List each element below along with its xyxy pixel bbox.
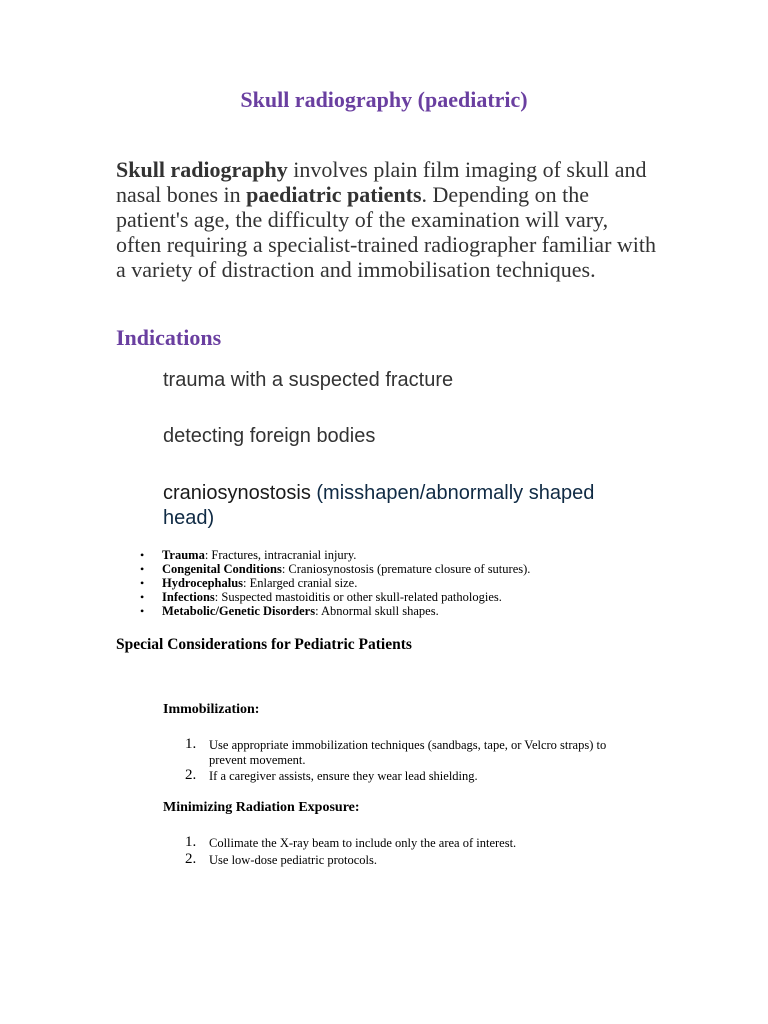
list-item [116, 604, 716, 618]
bullet-label: Metabolic/Genetic Disorders [162, 604, 316, 618]
list-item [163, 738, 633, 767]
bullet-label: Hydrocephalus [162, 576, 244, 590]
indications-heading: Indications [116, 325, 222, 350]
radiation-list [163, 836, 633, 869]
bullet-label: Trauma [162, 548, 205, 562]
list-item [116, 562, 716, 576]
list-item [163, 769, 633, 784]
list-item-text: Collimate the X-ray beam to include only the area of interest. [209, 836, 517, 850]
bullet-label: Congenital Conditions [162, 562, 282, 576]
bullet-icon: • [140, 576, 145, 590]
list-item [116, 548, 716, 562]
indication-item: detecting foreign bodies [163, 425, 376, 447]
bullet-text: : Suspected mastoiditis or other skull-related pathologies. [214, 590, 502, 604]
indication-item: trauma with a suspected fracture [163, 369, 454, 391]
bullet-label: Infections [162, 590, 215, 604]
bullet-text: : Fractures, intracranial injury. [204, 548, 357, 562]
special-considerations-heading: Special Considerations for Pediatric Patients [116, 636, 412, 653]
indications-bullet-list [116, 548, 716, 618]
bullet-text: : Craniosynostosis (premature closure of sutures). [281, 562, 531, 576]
radiation-heading: Minimizing Radiation Exposure: [163, 800, 360, 815]
indication-item-text: craniosynostosis [163, 482, 311, 504]
bullet-icon: • [140, 562, 145, 576]
indication-item-paren: (misshapen/abnormally shaped head) [163, 482, 595, 529]
intro-term: Skull radiography [116, 157, 288, 182]
bullet-icon: • [140, 548, 145, 562]
list-item-text: Use low-dose pediatric protocols. [209, 852, 378, 867]
list-number: 1. [185, 834, 197, 850]
list-item-text: If a caregiver assists, ensure they wear lead shielding. [209, 769, 478, 783]
intro-text-1: involves plain film imaging of skull and nasal bones in [116, 157, 647, 207]
indication-item [163, 481, 633, 531]
bullet-text: : Abnormal skull shapes. [315, 604, 439, 618]
list-number: 1. [185, 736, 197, 752]
intro-bold-2: paediatric patients [246, 182, 422, 207]
intro-paragraph [116, 157, 656, 282]
list-item [163, 850, 633, 868]
bullet-icon: • [140, 604, 145, 618]
intro-text-2: . Depending on the patient's age, the difficulty of the examination will vary, often requiring a specialist-trained radiographer familiar with a variety of distraction and immobilisation techniques. [116, 182, 657, 282]
bullet-icon: • [140, 590, 145, 604]
page-title: Skull radiography (paediatric) [240, 87, 528, 112]
immobilization-heading: Immobilization: [163, 702, 260, 717]
list-number: 2. [185, 850, 197, 867]
list-item-text: Use appropriate immobilization techniques (sandbags, tape, or Velcro straps) to prevent movement. [209, 738, 607, 767]
list-item [116, 590, 716, 604]
list-number: 2. [185, 767, 197, 783]
list-item [116, 576, 716, 590]
list-item [163, 836, 633, 851]
immobilization-list [163, 738, 633, 786]
bullet-text: : Enlarged cranial size. [243, 576, 358, 590]
